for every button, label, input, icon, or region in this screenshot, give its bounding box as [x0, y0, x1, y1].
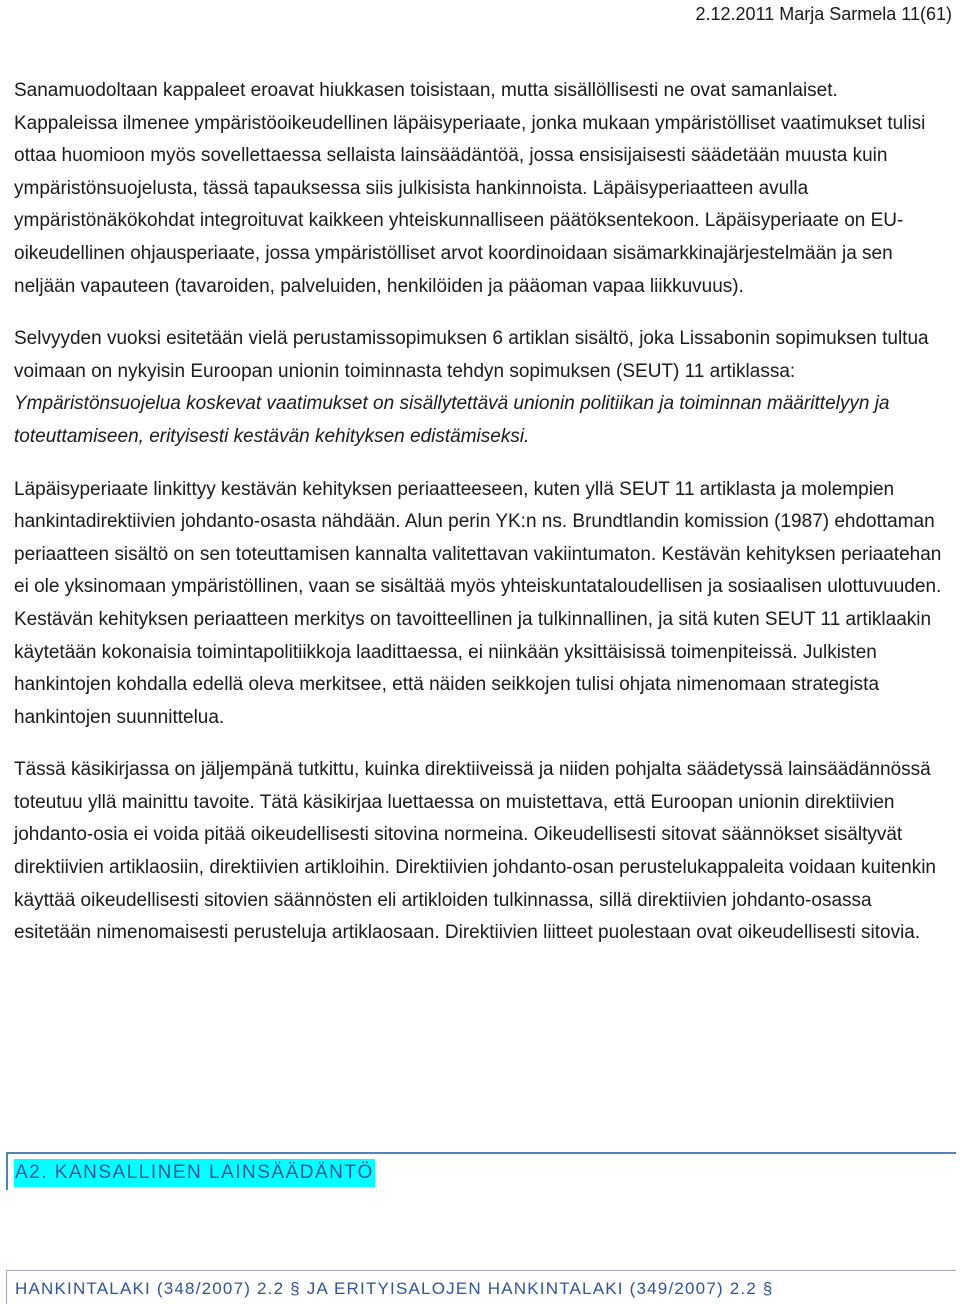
section-heading-box: [6, 1152, 956, 1190]
subheading-box: [6, 1270, 956, 1304]
paragraph-intro: Sanamuodoltaan kappaleet eroavat hiukkasen toisistaan, mutta sisällöllisesti ne ovat samanlaiset. Kappaleissa ilmenee ympäristöoikeudellinen läpäisyperiaate, jonka mukaan ympäristölliset vaatimukset tulisi ottaa huomioon myös sovellettaessa sellaista lainsäädäntöä, jossa ensisijaisesti säädetään muusta kuin ympäristönsuojelusta, tässä tapauksessa siis julkisista hankinnoista. Läpäisyperiaatteen avulla ympäristönäkökohdat integroituvat kaikkeen yhteiskunnalliseen päätöksentekoon. Läpäisyperiaate on EU-oikeudellinen ohjausperiaate, jossa ympäristölliset arvot koordinoidaan sisämarkkinajärjestelmään ja sen neljään vapauteen (tavaroiden, palveluiden, henkilöiden ja pääoman vapaa liikkuvuus).: [14, 80, 926, 297]
paragraph-seut-text: Selvyyden vuoksi esitetään vielä perustamissopimuksen 6 artiklan sisältö, joka Lissabonin sopimuksen tultua voimaan on nykyisin Euroopan unionin toiminnasta tehdyn sopimuksen (SEUT) 11 artiklassa:: [14, 328, 929, 382]
document-body: [14, 75, 944, 970]
subheading: HANKINTALAKI (348/2007) 2.2 § JA ERITYISALOJEN HANKINTALAKI (349/2007) 2.2 §: [15, 1279, 774, 1298]
paragraph-seut-quote: Ympäristönsuojelua koskevat vaatimukset on sisällytettävä unionin politiikan ja toiminnan määrittelyyn ja toteuttamiseen, erityisesti kestävän kehityksen edistämiseksi.: [14, 393, 890, 447]
page-header: 2.12.2011 Marja Sarmela 11(61): [695, 4, 952, 24]
paragraph-directives: Tässä käsikirjassa on jäljempänä tutkittu, kuinka direktiiveissä ja niiden pohjalta säädetyssä lainsäädännössä toteutuu yllä mainittu tavoite. Tätä käsikirjaa luettaessa on muistettava, että Euroopan unionin direktiivien johdanto-osia ei voida pitää oikeudellisesti sitovina normeina. Oikeudellisesti sitovat säännökset sisältyvät direktiivien artiklaosiin, direktiivien artikloihin. Direktiivien johdanto-osan perustelukappaleita voidaan kuitenkin käyttää oikeudellisesti sitovien säännösten eli artikloiden tulkinnassa, sillä direktiivien johdanto-osassa esitetään nimenomaisesti perusteluja artiklaosaan. Direktiivien liitteet puolestaan ovat oikeudellisesti sitovia.: [14, 759, 936, 944]
paragraph-sustainability: Läpäisyperiaate linkittyy kestävän kehityksen periaatteeseen, kuten yllä SEUT 11 artiklasta ja molempien hankintadirektiivien johdanto-osasta nähdään. Alun perin YK:n ns. Brundtlandin komission (1987) ehdottaman periaatteen sisältö on sen toteuttamisen kannalta valitettavan vakiintumaton. Kestävän kehityksen periaatehan ei ole yksinomaan ympäristöllinen, vaan se sisältää myös yhteiskuntataloudellisen ja sosiaalisen ulottuvuuden. Kestävän kehityksen periaatteen merkitys on tavoitteellinen ja tulkinnallinen, ja sitä kuten SEUT 11 artiklaakin käytetään kokonaisia toimintapolitiikkoja laadittaessa, ei niinkään yksittäisissä toimenpiteissä. Julkisten hankintojen kohdalla edellä oleva merkitsee, että näiden seikkojen tulisi ohjata nimenomaan strategista hankintojen suunnittelua.: [14, 478, 942, 728]
paragraph-seut: [14, 323, 944, 453]
section-heading: A2. KANSALLINEN LAINSÄÄDÄNTÖ: [14, 1159, 375, 1187]
